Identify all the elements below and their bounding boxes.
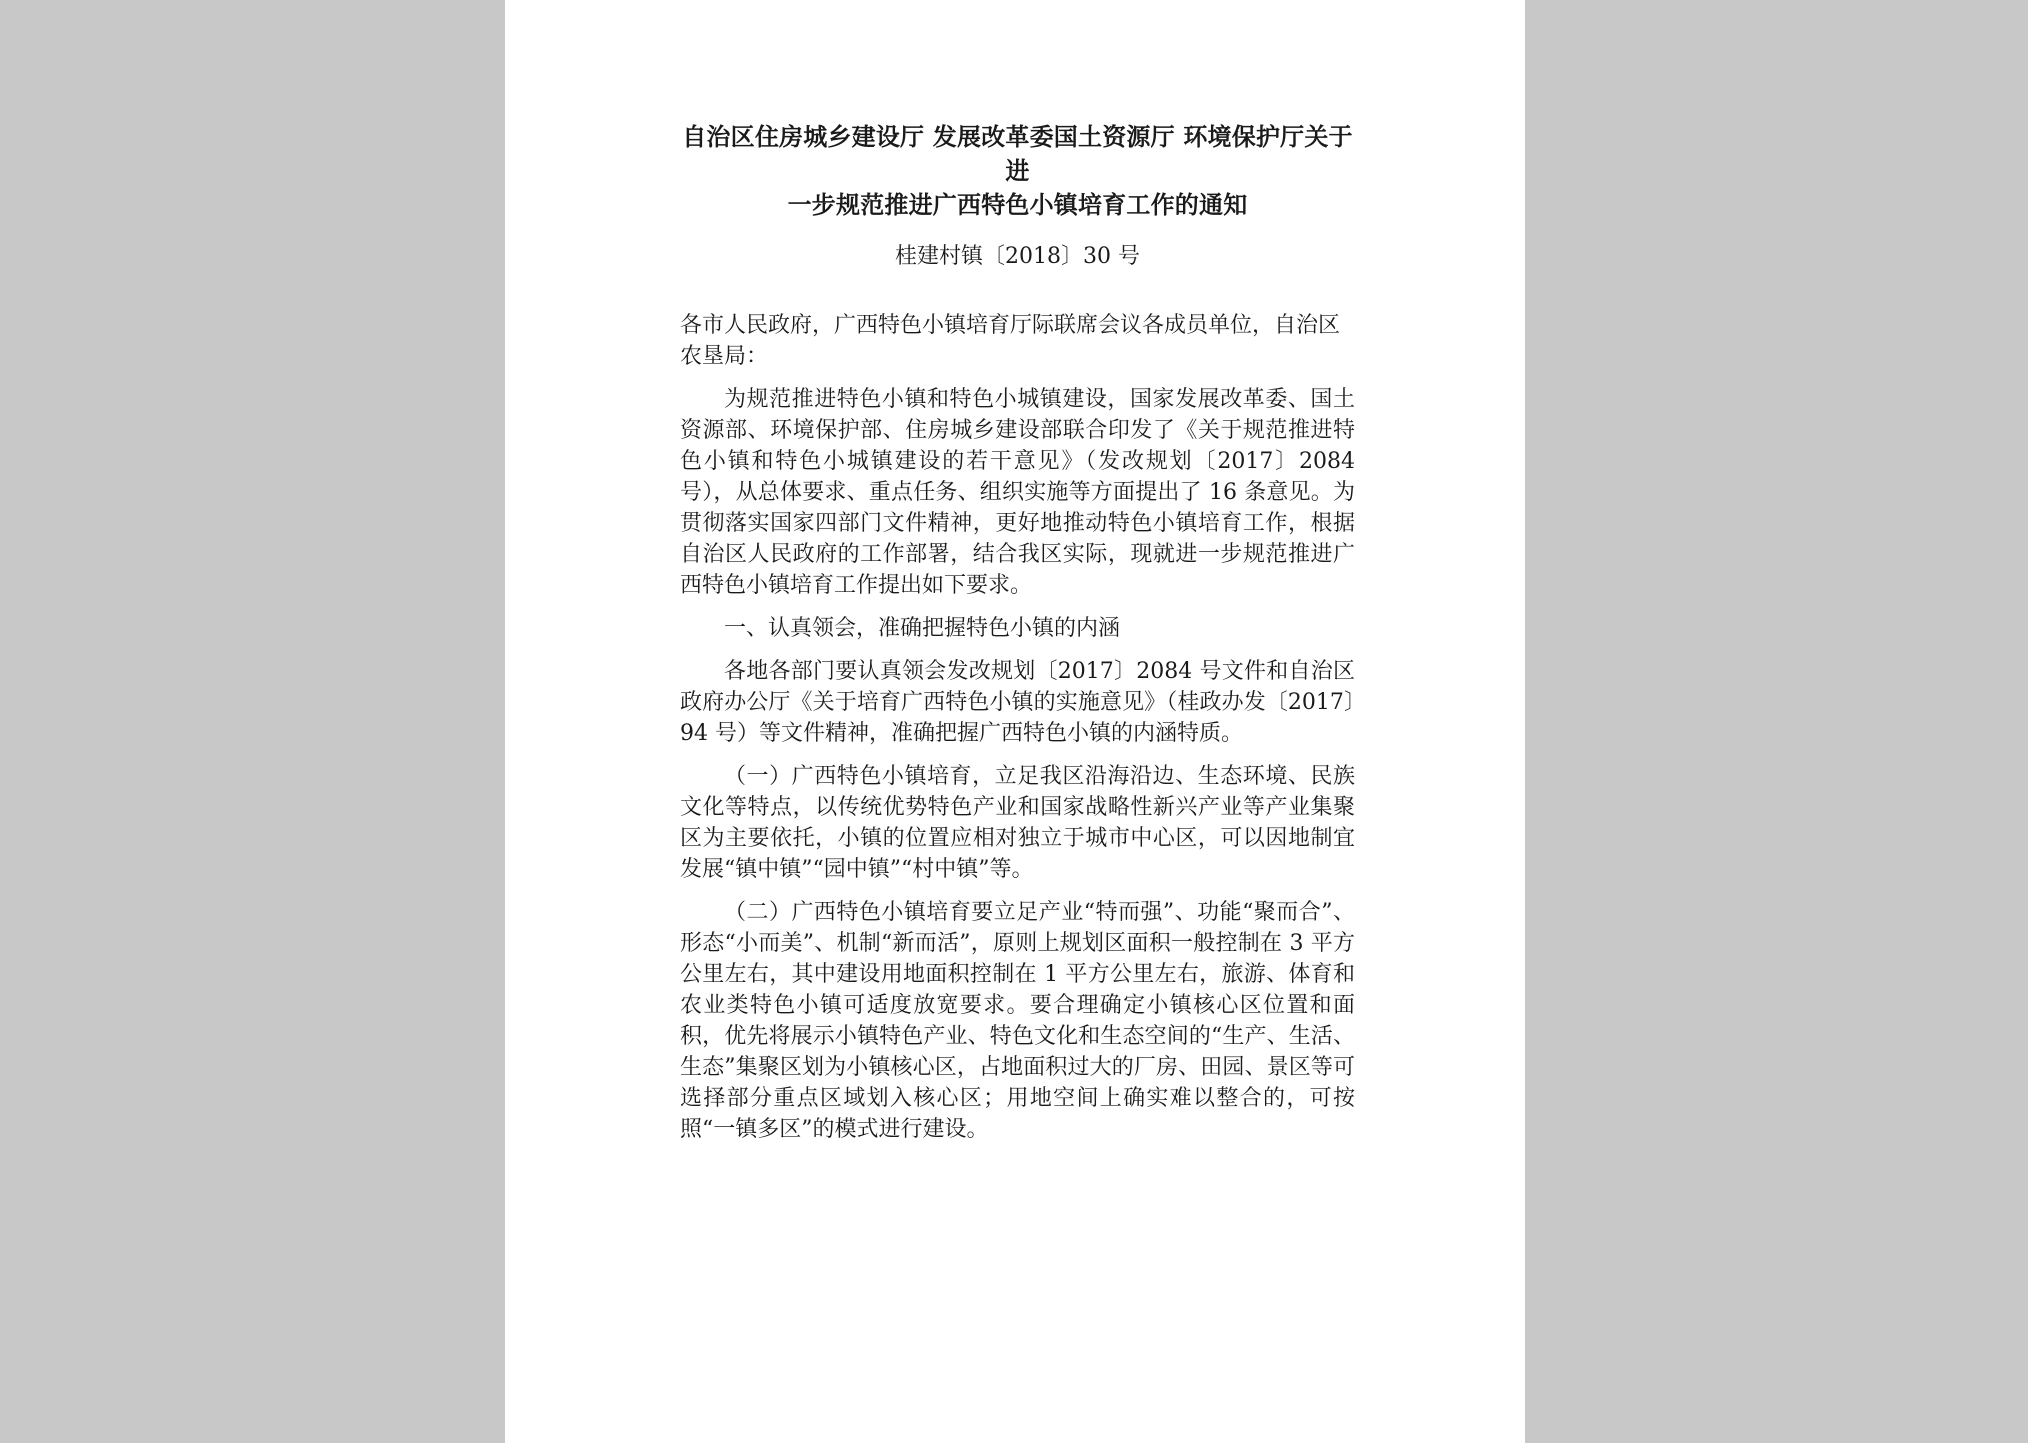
paragraph-item-2: （二）广西特色小镇培育要立足产业“特而强”、功能“聚而合”、形态“小而美”、机制“新而活”，原则上规划区面积一般控制在 3 平方公里左右，其中建设用地面积控制在 1 平方公里左右，旅游、体育和农业类特色小镇可适度放宽要求。要合理确定小镇核心区位置和面积，优先将展示小镇特色产业、特色文化和生态空间的“生产、生活、生态”集聚区划为小镇核心区，占地面积过大的厂房、田园、景区等可选择部分重点区域划入核心区；用地空间上确实难以整合的，可按照“一镇多区”的模式进行建设。 [680,900,1355,1142]
title-line-2: 一步规范推进广西特色小镇培育工作的通知 [787,191,1248,219]
document-page [505,0,1525,1443]
document-number: 桂建村镇〔2018〕30 号 [895,244,1140,269]
document-title [680,120,1355,222]
title-line-1: 自治区住房城乡建设厅 发展改革委国土资源厅 环境保护厅关于进 [682,123,1353,185]
paragraph-item-1: （一）广西特色小镇培育，立足我区沿海沿边、生态环境、民族文化等特点，以传统优势特色产业和国家战略性新兴产业等产业集聚区为主要依托，小镇的位置应相对独立于城市中心区，可以因地制宜发展“镇中镇”“园中镇”“村中镇”等。 [680,764,1355,882]
section-heading-1: 一、认真领会，准确把握特色小镇的内涵 [724,616,1121,641]
addressee: 各市人民政府，广西特色小镇培育厅际联席会议各成员单位，自治区农垦局： [680,313,1341,369]
paragraph-intro: 为规范推进特色小镇和特色小城镇建设，国家发展改革委、国土资源部、环境保护部、住房城乡建设部联合印发了《关于规范推进特色小镇和特色小城镇建设的若干意见》（发改规划〔2017〕2084 号），从总体要求、重点任务、组织实施等方面提出了 16 条意见。为贯彻落实国家四部门文件精神，更好地推动特色小镇培育工作，根据自治区人民政府的工作部署，结合我区实际，现就进一步规范推进广西特色小镇培育工作提出如下要求。 [680,387,1355,598]
paragraph-section-1: 各地各部门要认真领会发改规划〔2017〕2084 号文件和自治区政府办公厅《关于培育广西特色小镇的实施意见》（桂政办发〔2017〕94 号）等文件精神，准确把握广西特色小镇的内涵特质。 [680,659,1355,746]
document-content [680,120,1355,1157]
